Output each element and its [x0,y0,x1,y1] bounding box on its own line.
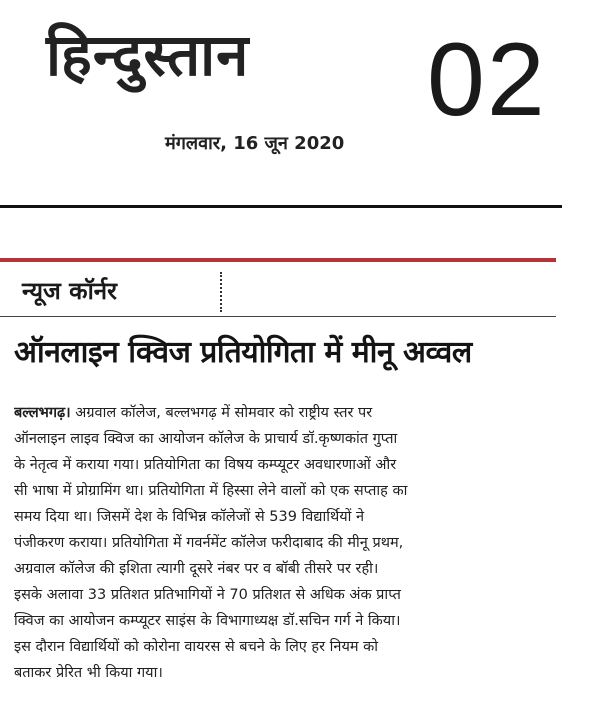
article-dateline: बल्लभगढ़। [14,405,71,421]
section-underline [0,316,556,317]
section-label: न्यूज कॉर्नर [22,277,117,305]
masthead [0,0,606,200]
masthead-divider [0,205,562,208]
article-line-1-text: अग्रवाल कॉलेज, बल्लभगढ़ में सोमवार को राष्ट्रीय स्तर पर [70,405,373,421]
issue-date: मंगलवार, 16 जून 2020 [165,133,345,154]
article-line-1 [14,400,566,426]
article-line-2: ऑनलाइन लाइव क्विज का आयोजन कॉलेज के प्राचार्य डॉ.कृष्णकांत गुप्ता [14,431,398,447]
article-body [14,400,566,686]
article-line-8: इसके अलावा 33 प्रतिशत प्रतिभागियों ने 70 प्रतिशत से अधिक अंक प्राप्त [14,587,401,603]
article-line-7: अग्रवाल कॉलेज की इशिता त्यागी दूसरे नंबर पर व बॉबी तीसरे पर रही। [14,561,379,577]
article-line-6: पंजीकरण कराया। प्रतियोगिता में गवर्नमेंट कॉलेज फरीदाबाद की मीनू प्रथम, [14,535,404,551]
newspaper-logo: हिन्दुस्तान [46,21,250,89]
page-number: 02 [427,22,547,138]
article-line-11: बताकर प्रेरित भी किया गया। [14,665,163,681]
article-line-3: के नेतृत्व में कराया गया। प्रतियोगिता का विषय कम्प्यूटर अवधारणाओं और [14,457,397,473]
section-accent-rule [0,258,556,262]
article-line-9: क्विज का आयोजन कम्प्यूटर साइंस के विभागाध्यक्ष डॉ.सचिन गर्ग ने किया। [14,613,401,629]
section-dotted-divider [220,272,222,312]
article-headline: ऑनलाइन क्विज प्रतियोगिता में मीनू अव्वल [14,335,472,370]
article-line-5: समय दिया था। जिसमें देश के विभिन्न कॉलेजों से 539 विद्यार्थियों ने [14,509,365,525]
article-line-10: इस दौरान विद्यार्थियों को कोरोना वायरस से बचने के लिए हर नियम को [14,639,379,655]
article-line-4: सी भाषा में प्रोग्रामिंग था। प्रतियोगिता में हिस्सा लेने वालों को एक सप्ताह का [14,483,408,499]
